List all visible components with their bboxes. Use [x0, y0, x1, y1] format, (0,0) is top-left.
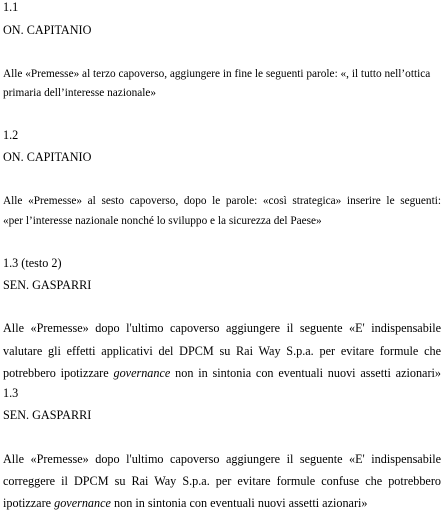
amendment-text-line: Alle «Premesse» al sesto capoverso, dopo le parole: «così strategica» inserire le seguenti: [3, 195, 441, 207]
amendment-proposer: ON. CAPITANIO [3, 23, 92, 37]
italic-term: governance [54, 496, 111, 510]
text-segment: non in sintonia con eventuali nuovi assetti azionari» [170, 366, 441, 380]
amendment-text-line: correggere il DPCM su Rai Way S.p.a. per evitare formule confuse che potrebbero [3, 474, 441, 488]
amendment-number: 1.2 [3, 128, 19, 142]
text-segment: potrebbero ipotizzare [3, 366, 114, 380]
amendment-text-line: «per l’interesse nazionale nonché lo sviluppo e la sicurezza del Paese» [3, 215, 322, 227]
amendment-number: 1.1 [3, 0, 19, 14]
italic-term: governance [113, 366, 171, 380]
amendment-text-line: Alle «Premesse» dopo l'ultimo capoverso aggiungere il seguente «E' indispensabile [3, 452, 441, 466]
amendment-text-line: Alle «Premesse» al terzo capoverso, aggiungere in fine le seguenti parole: «, il tutto nell’ottica [3, 68, 431, 80]
amendment-text-line: primaria dell’interesse nazionale» [3, 87, 157, 99]
amendment-proposer: ON. CAPITANIO [3, 150, 92, 164]
amendment-text-line-mixed [3, 496, 368, 511]
amendment-text-line: Alle «Premesse» dopo l'ultimo capoverso aggiungere il seguente «E' indispensabile [3, 321, 441, 335]
amendment-text-line-mixed [3, 366, 441, 381]
amendment-number: 1.3 [3, 386, 19, 400]
text-segment: ipotizzare [3, 496, 55, 510]
amendment-text-line: valutare gli effetti applicativi del DPCM su Rai Way S.p.a. per evitare formule che [3, 344, 441, 358]
amendment-proposer: SEN. GASPARRI [3, 408, 92, 422]
text-segment: non in sintonia con eventuali nuovi assetti azionari» [110, 496, 368, 510]
amendment-proposer: SEN. GASPARRI [3, 278, 92, 292]
amendment-number: 1.3 (testo 2) [3, 256, 62, 270]
